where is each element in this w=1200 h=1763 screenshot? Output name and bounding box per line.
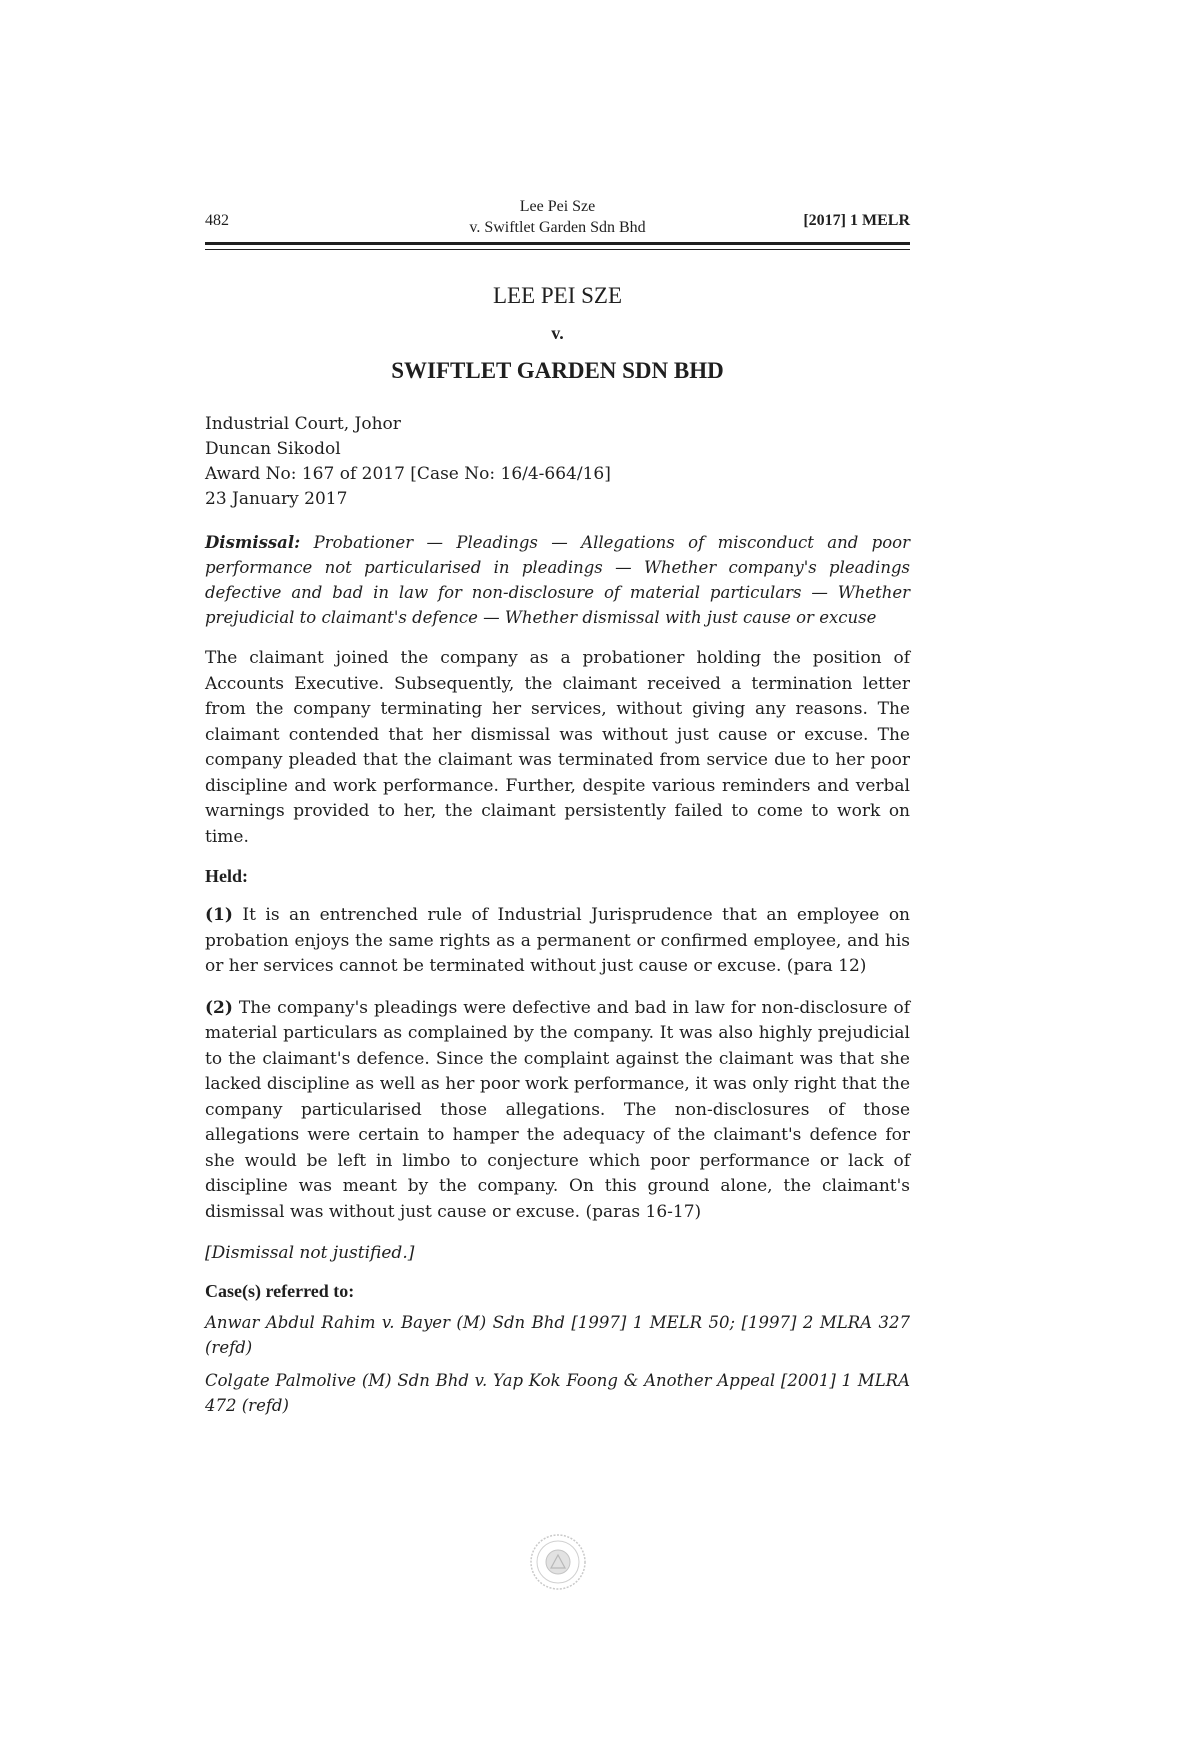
held-paragraph-2 bbox=[205, 996, 910, 1226]
running-title-line-2: v. Swiftlet Garden Sdn Bhd bbox=[469, 219, 646, 236]
header-rule-thin bbox=[205, 249, 910, 250]
case-reference: Colgate Palmolive (M) Sdn Bhd v. Yap Kok Foong & Another Appeal [2001] 1 MLRA 472 (refd) bbox=[205, 1371, 910, 1415]
header-rule-thick bbox=[205, 242, 910, 245]
running-title-line-1: Lee Pei Sze bbox=[519, 198, 596, 215]
document-page bbox=[205, 190, 910, 1418]
catchwords bbox=[205, 530, 910, 630]
case-reference: Anwar Abdul Rahim v. Bayer (M) Sdn Bhd [1997] 1 MELR 50; [1997] 2 MLRA 327 (refd) bbox=[205, 1313, 910, 1357]
result: [Dismissal not justified.] bbox=[205, 1243, 415, 1263]
citation: [2017] 1 MELR bbox=[803, 212, 910, 229]
facts-paragraph: The claimant joined the company as a probationer holding the position of Accounts Executive. Subsequently, the claimant received a termination letter from the company terminating her services, without giving any reasons. The claimant contended that her dismissal was without just cause or excuse. The company pleaded that the claimant was terminated from service due to her poor discipline and work performance. Further, despite various reminders and verbal warnings provided to her, the claimant persistently failed to come to work on time. bbox=[205, 648, 910, 847]
held-heading: Held: bbox=[205, 866, 248, 886]
held-text: It is an entrenched rule of Industrial Jurisprudence that an employee on probation enjoys the same rights as a permanent or confirmed employee, and his or her services cannot be terminated without just cause or excuse. (para 12) bbox=[205, 905, 911, 976]
held-number: (1) bbox=[205, 905, 233, 925]
held-text: The company's pleadings were defective and bad in law for non-disclosure of material particulars as complained by the company. It was also highly prejudicial to the claimant's defence. Since the complaint against the claimant was that she lacked discipline as well as her poor work performance, it was only right that the company particularised those allegations. The non-disclosures of those allegations were certain to hamper the adequacy of the claimant's defence for she would be left in limbo to conjecture which poor performance or lack of discipline was meant by the company. On this ground alone, the claimant's dismissal was without just cause or excuse. (paras 16-17) bbox=[205, 997, 910, 1222]
held-paragraph-1 bbox=[205, 903, 910, 980]
award-number: Award No: 167 of 2017 [Case No: 16/4-664/16] bbox=[205, 464, 611, 484]
held-number: (2) bbox=[205, 997, 233, 1018]
page-number: 482 bbox=[205, 212, 229, 229]
case-title-versus: v. bbox=[551, 323, 564, 343]
cases-heading: Case(s) referred to: bbox=[205, 1281, 355, 1301]
court-name: Industrial Court, Johor bbox=[205, 414, 401, 434]
catchwords-text: Probationer — Pleadings — Allegations of misconduct and poor performance not particularised in pleadings — Whether company's pleadings defective and bad in law for non-disclosure of material particulars — Whether prejudicial to claimant's defence — Whether dismissal with just cause or excuse bbox=[205, 533, 910, 627]
case-title-party1: LEE PEI SZE bbox=[492, 283, 623, 308]
court-details bbox=[205, 412, 910, 512]
publisher-seal-icon bbox=[529, 1533, 587, 1591]
case-title-party2: SWIFTLET GARDEN SDN BHD bbox=[391, 358, 724, 383]
judge-name: Duncan Sikodol bbox=[205, 439, 341, 459]
catchwords-subject: Dismissal: bbox=[205, 533, 301, 552]
decision-date: 23 January 2017 bbox=[205, 489, 348, 509]
running-header bbox=[205, 190, 910, 240]
